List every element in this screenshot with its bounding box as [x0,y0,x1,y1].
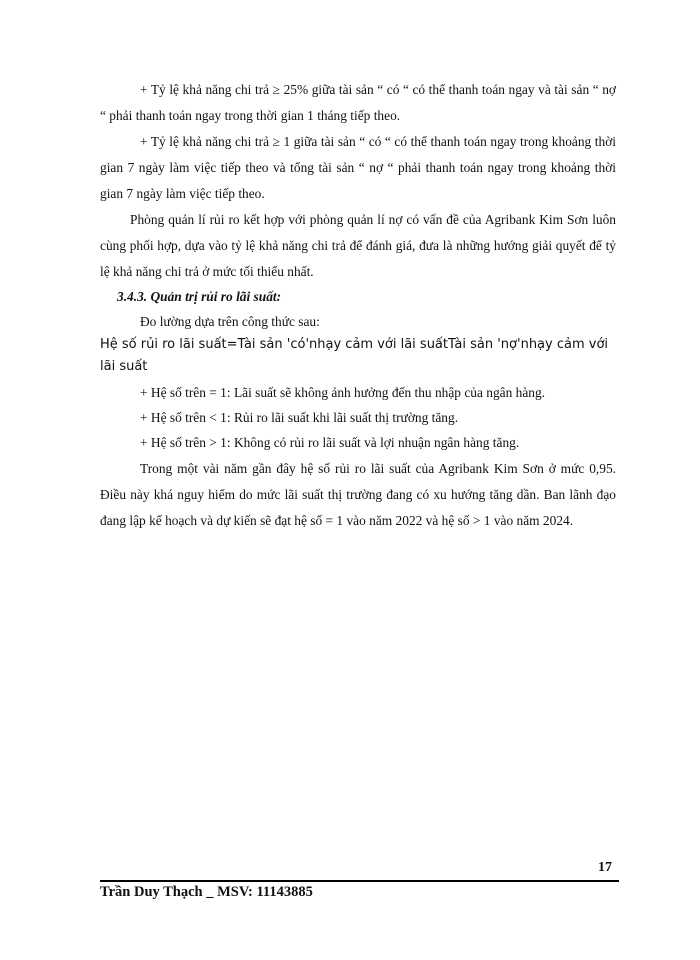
footer-divider [100,880,619,882]
interest-rate-formula: Hệ số rủi ro lãi suất=Tài sản 'có'nhạy cảm với lãi suấtTài sản 'nợ'nhạy cảm với lãi suất [100,337,609,374]
footer-author: Trần Duy Thạch _ MSV: 11143885 [100,884,313,900]
case-ratio-equal-one: + Hệ số trên = 1: Lãi suất sẽ không ảnh hưởng đến thu nhập của ngân hàng. [140,385,546,400]
case-ratio-less-one: + Hệ số trên < 1: Rủi ro lãi suất khi lãi suất thị trường tăng. [140,410,459,425]
paragraph-conclusion: Trong một vài năm gần đây hệ số rủi ro lãi suất của Agribank Kim Sơn ở mức 0,95. Điều này khá nguy hiểm do mức lãi suất thị trường đang có xu hướng tăng dần. Ban lãnh đạo đang lập kế hoạch và dự kiến sẽ đạt hệ số = 1 vào năm 2022 và hệ số > 1 vào năm 2024. [100,461,616,528]
section-heading: 3.4.3. Quản trị rủi ro lãi suất: [117,289,282,304]
paragraph-liquidity-ratio-25: + Tỷ lệ khả năng chi trả ≥ 25% giữa tài sản “ có “ có thể thanh toán ngay và tài sản “ nợ “ phải thanh toán ngay trong thời gian 1 tháng tiếp theo. [100,82,616,123]
page-number: 17 [598,860,612,875]
case-ratio-greater-one: + Hệ số trên > 1: Không có rủi ro lãi suất và lợi nhuận ngân hàng tăng. [140,435,520,450]
measure-intro: Đo lường dựa trên công thức sau: [140,314,320,329]
paragraph-liquidity-ratio-1: + Tỷ lệ khả năng chi trả ≥ 1 giữa tài sản “ có “ có thể thanh toán ngay trong khoảng thời gian 7 ngày làm việc tiếp theo và tổng tài sản “ nợ “ phải thanh toán ngay trong khoảng thời gian 7 ngày làm việc tiếp theo. [100,134,616,201]
paragraph-risk-department: Phòng quản lí rủi ro kết hợp với phòng quản lí nợ có vấn đề của Agribank Kim Sơn luôn cùng phối hợp, dựa vào tỷ lệ khả năng chi trả để đánh giá, đưa là những hướng giải quyết để tỷ lệ khả năng chi trả ở mức tối thiểu nhất. [100,212,616,279]
